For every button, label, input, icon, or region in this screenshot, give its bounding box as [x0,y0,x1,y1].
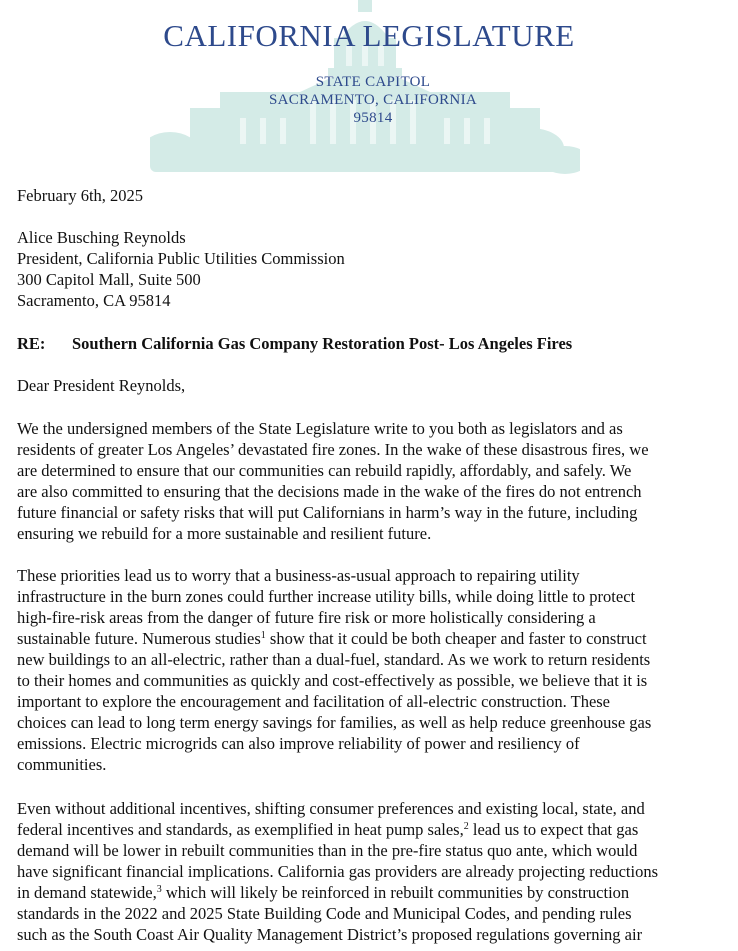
recipient-street: 300 Capitol Mall, Suite 500 [17,270,201,289]
text-run: in demand statewide, [17,883,157,902]
paragraph-line: infrastructure in the burn zones could further increase utility bills, while doing little to protect [17,587,636,606]
paragraph-line: These priorities lead us to worry that a business-as-usual approach to repairing utility [17,566,580,585]
subject-label: RE: [17,334,46,353]
footnote-ref-2[interactable]: 2 [463,821,469,832]
footnote-ref-3[interactable]: 3 [156,884,162,895]
letterhead-address-line: STATE CAPITOL [315,74,431,90]
paragraph-line: choices can lead to long term energy savings for families, as well as help reduce greenhouse gas [17,713,652,732]
text-run: show that it could be both cheaper and faster to construct [265,629,647,648]
paragraph-line: high-fire-risk areas from the danger of future fire risk or more holistically considering a [17,608,596,627]
paragraph-line: We the undersigned members of the State Legislature write to you both as legislators and as [17,419,623,438]
letter-date: February 6th, 2025 [17,186,144,205]
recipient-title: President, California Public Utilities Commission [17,249,345,268]
paragraph-line [17,882,729,903]
paragraph-line: Even without additional incentives, shifting consumer preferences and existing local, state, and [17,799,645,818]
paragraph-line: are determined to ensure that our communities can rebuild rapidly, affordably, and safely. We [17,461,632,480]
paragraph-3 [17,798,729,945]
subject-line [17,333,572,354]
paragraph-line: standards in the 2022 and 2025 State Building Code and Municipal Codes, and pending rules [17,904,632,923]
paragraph-1 [17,418,729,544]
paragraph-line: emissions. Electric microgrids can also improve reliability of power and resiliency of [17,734,580,753]
text-run: sustainable future. Numerous studies [17,629,261,648]
paragraph-line: have significant financial implications. California gas providers are already projecting reductions [17,862,658,881]
paragraph-line: to their homes and communities as quickly and cost-effectively as possible, we believe that it is [17,671,648,690]
subject-text: Southern California Gas Company Restoration Post- Los Angeles Fires [72,334,573,353]
paragraph-line: future financial or safety risks that will put Californians in harm’s way in the future, including [17,503,638,522]
paragraph-line: new buildings to an all-electric, rather than a dual-fuel, standard. As we work to return residents [17,650,651,669]
paragraph-line: demand will be lower in rebuilt communities than in the pre-fire status quo ante, which would [17,841,638,860]
salutation: Dear President Reynolds, [17,376,186,395]
paragraph-line: communities. [17,755,107,774]
text-run: federal incentives and standards, as exemplified in heat pump sales, [17,820,464,839]
paragraph-line: ensuring we rebuild for a more sustainable and resilient future. [17,524,432,543]
letterhead-address-line: SACRAMENTO, CALIFORNIA [268,92,477,108]
text-run: which will likely be reinforced in rebuilt communities by construction [161,883,630,902]
paragraph-2 [17,565,729,775]
paragraph-line: residents of greater Los Angeles’ devastated fire zones. In the wake of these disastrous fires, we [17,440,649,459]
paragraph-line: important to explore the encouragement and facilitation of all-electric construction. These [17,692,611,711]
paragraph-line: are also committed to ensuring that the decisions made in the wake of the fires do not entrench [17,482,642,501]
paragraph-line [17,628,729,649]
letterhead-title: CALIFORNIA LEGISLATURE [163,18,575,53]
recipient-city: Sacramento, CA 95814 [17,291,171,310]
paragraph-line [17,819,729,840]
footnote-ref-1[interactable]: 1 [260,630,266,641]
letterhead-zip: 95814 [353,110,393,126]
recipient-name: Alice Busching Reynolds [17,228,186,247]
text-run: lead us to expect that gas [468,820,639,839]
paragraph-line: such as the South Coast Air Quality Management District’s proposed regulations governing air [17,925,643,944]
recipient-address [17,227,345,311]
